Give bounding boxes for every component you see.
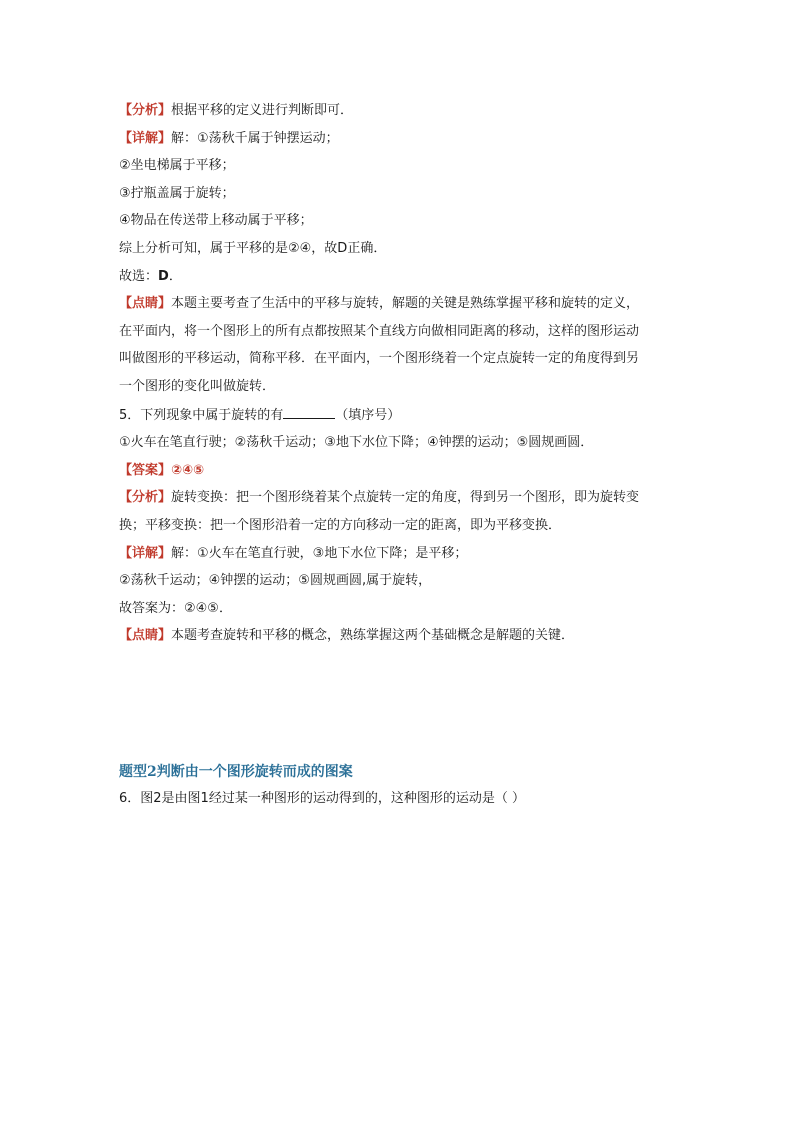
detail-item-3: ③拧瓶盖属于旋转； — [119, 185, 235, 201]
choose-prefix: 故选： — [119, 268, 159, 284]
q5-options: ①火车在笔直行驶；②荡秋千运动；③地下水位下降；④钟摆的运动；⑤圆规画圆． — [119, 435, 594, 451]
q5-stem-before: 5．下列现象中属于旋转的有 — [119, 407, 284, 423]
comment-line-4: 一个图形的变化叫做旋转． — [119, 378, 276, 394]
choose-answer: D — [158, 268, 169, 284]
q5-answer-tag: 【答案】 — [119, 462, 172, 478]
detail-item-2: ②坐电梯属于平移； — [119, 158, 235, 174]
choose-line — [119, 267, 679, 286]
q6-stem: 6．图2是由图1经过某一种图形的运动得到的，这种图形的运动是（ ） — [119, 791, 525, 806]
q5-answer: ②④⑤ — [171, 462, 205, 478]
q5-stem-after: （填序号） — [335, 407, 401, 423]
q5-detail-line-3: 故答案为：②④⑤． — [119, 600, 232, 616]
q5-comment-tag: 【点睛】 — [119, 628, 172, 644]
q5-comment-text: 本题考查旋转和平移的概念，熟练掌握这两个基础概念是解题的关键． — [171, 628, 575, 644]
q5-detail-tag: 【详解】 — [119, 545, 172, 561]
analysis-line — [119, 101, 679, 120]
q5-analysis-tag: 【分析】 — [119, 490, 172, 506]
detail-item-4: ④物品在传送带上移动属于平移； — [119, 213, 313, 229]
comment-text-1: 本题主要考查了生活中的平移与旋转，解题的关键是熟练掌握平移和旋转的定义， — [171, 296, 640, 312]
document-body — [119, 101, 679, 654]
comment-line-1 — [119, 294, 679, 313]
comment-line-3: 叫做图形的平移运动，简称平移．在平面内，一个图形绕着一个定点旋转一定的角度得到另 — [119, 351, 640, 367]
comment-block — [119, 294, 679, 396]
comment-line-2: 在平面内，将一个图形上的所有点都按照某个直线方向做相同距离的移动，这样的图形运动 — [119, 323, 640, 339]
q5-detail-line-2: ②荡秋千运动；④钟摆的运动；⑤圆规画圆,属于旋转， — [119, 573, 432, 589]
choose-suffix: ． — [168, 268, 182, 284]
q5-analysis-text-1: 旋转变换：把一个图形绕着某个点旋转一定的角度，得到另一个图形，即为旋转变 — [171, 490, 640, 506]
q5-analysis-line-1 — [119, 488, 679, 507]
detail-line — [119, 129, 679, 148]
q5-stem — [119, 405, 679, 425]
analysis-tag: 【分析】 — [119, 103, 172, 118]
comment-tag: 【点睛】 — [119, 296, 172, 312]
q5-answer-line — [119, 461, 679, 480]
answer-blank — [283, 405, 335, 419]
section-heading: 题型2判断由一个图形旋转而成的图案 — [119, 764, 353, 780]
summary-line: 综上分析可知，属于平移的是②④，故D正确． — [119, 240, 387, 256]
q5-comment-line — [119, 626, 679, 645]
analysis-text: 根据平移的定义进行判断即可． — [171, 103, 354, 118]
detail-tag: 【详解】 — [119, 130, 172, 146]
q5-detail-line-1 — [119, 544, 679, 563]
detail-text: 解：①荡秋千属于钟摆运动； — [171, 130, 339, 146]
q5-detail-text-1: 解：①火车在笔直行驶，③地下水位下降；是平移； — [171, 545, 468, 561]
q5-analysis-line-2: 换；平移变换：把一个图形沿着一定的方向移动一定的距离，即为平移变换． — [119, 517, 562, 533]
